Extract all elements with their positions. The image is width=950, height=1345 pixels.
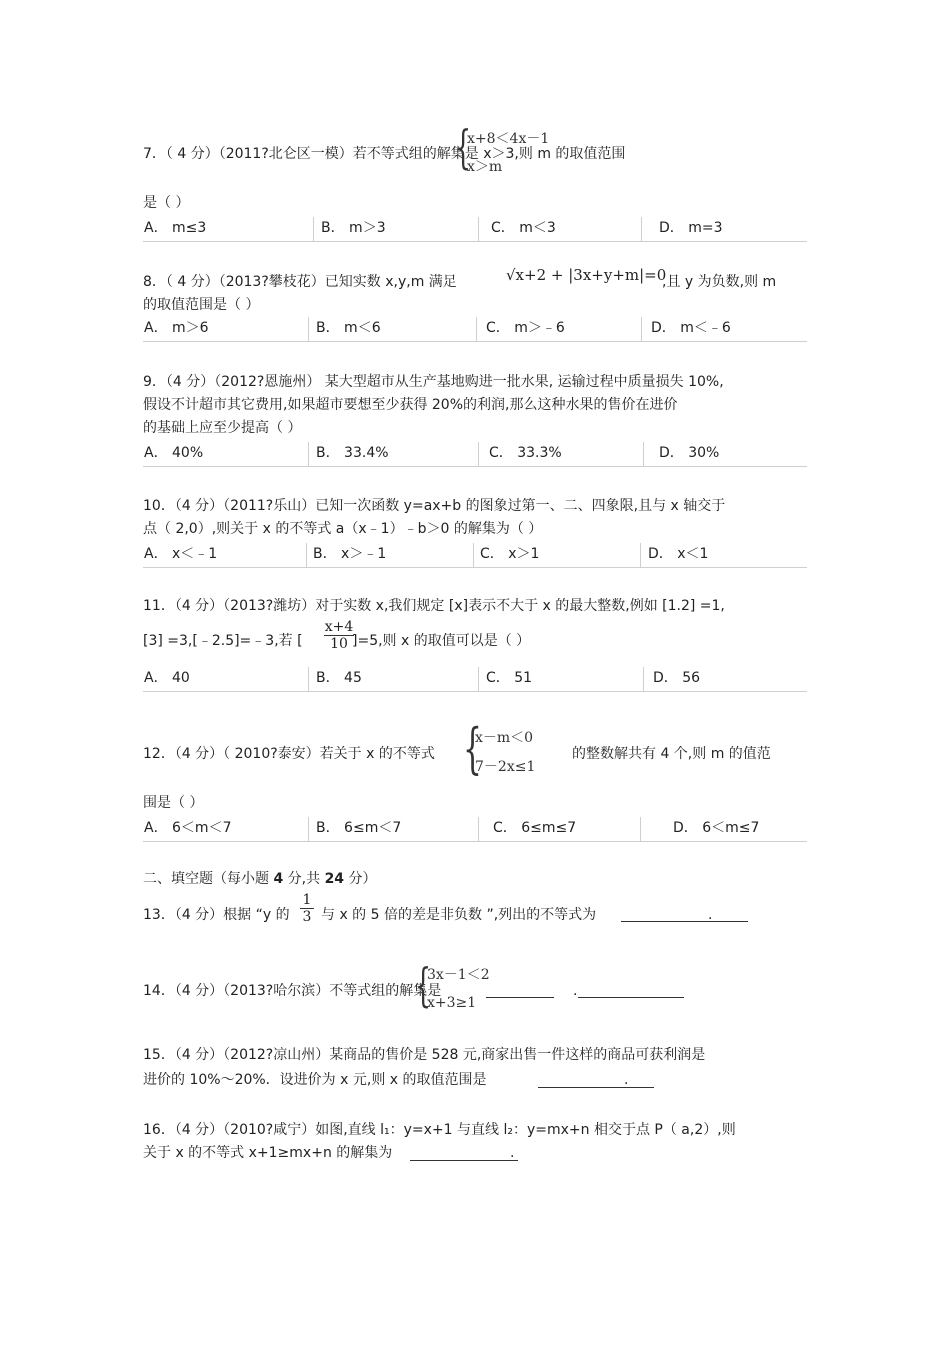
q7-brace: { [455, 120, 472, 174]
q14-answer-blank[interactable] [486, 997, 554, 998]
q9-option-c[interactable]: C． 33.3% [489, 445, 562, 461]
q12-system-line-2: 7－2x≤1 [475, 759, 536, 775]
q14-system-line-2: x+3≥1 [427, 995, 477, 1011]
q12-option-c[interactable]: C． 6≤m≤7 [493, 820, 577, 836]
q16-line-1: 16．（4 分）（2010?咸宁）如图,直线 l₁：y=x+1 与直线 l₂：y=mx+n 相交于点 P（ a,2）,则 [143, 1122, 736, 1138]
q10-line-1: 10．（4 分）（2011?乐山）已知一次函数 y=ax+b 的图象过第一、二、四象限,且与 x 轴交于 [143, 498, 726, 514]
q11-options [143, 667, 807, 692]
q9-line-2: 假设不计超市其它费用,如果超市要想至少获得 20%的利润,那么这种水果的售价在进价 [143, 397, 678, 413]
q9-option-b[interactable]: B． 33.4% [316, 445, 389, 461]
q7-system-line-2: x＞m [467, 159, 503, 175]
q12-options [143, 817, 807, 842]
q13-part-b: 与 x 的 5 倍的差是非负数 ”,列出的不等式为 [321, 907, 597, 923]
q12-brace: { [463, 717, 482, 780]
q8-option-c[interactable]: C． m＞﹣6 [486, 320, 565, 336]
q15-answer-blank[interactable] [538, 1087, 654, 1088]
q10-option-d[interactable]: D． x＜1 [648, 546, 709, 562]
q11-option-c[interactable]: C． 51 [486, 670, 533, 686]
q11-option-b[interactable]: B． 45 [316, 670, 362, 686]
q16-answer-blank[interactable] [410, 1160, 518, 1161]
q8-option-a[interactable]: A． m＞6 [144, 320, 209, 336]
q7-option-c[interactable]: C． m＜3 [491, 220, 556, 236]
q15-line-2: 进价的 10%～20%．设进价为 x 元,则 x 的取值范围是 [143, 1072, 487, 1088]
q16-line-2: 关于 x 的不等式 x+1≥mx+n 的解集为 [143, 1145, 393, 1161]
q14-answer-underline [578, 997, 684, 998]
q12-stem-continued: 围是（ ） [143, 795, 204, 811]
q9-line-3: 的基础上应至少提高（ ） [143, 420, 302, 436]
q7-options [143, 217, 807, 242]
q11-fraction-numerator: x+4 [324, 619, 354, 635]
q11-line-1: 11．（4 分）（2013?潍坊）对于实数 x,我们规定 [x]表示不大于 x 的最大整数,例如 [1.2] =1, [143, 598, 725, 614]
q8-expression: √x+2 + |3x+y+m|=0 [506, 266, 667, 284]
q8-stem: 8．（ 4 分）（2013?攀枝花）已知实数 x,y,m 满足 [143, 274, 457, 290]
q9-option-a[interactable]: A． 40% [144, 445, 204, 461]
q8-option-b[interactable]: B． m＜6 [316, 320, 381, 336]
q11-line-2b: ]=5,则 x 的取值可以是（ ） [352, 633, 531, 649]
q15-line-1: 15．（4 分）（2012?凉山州）某商品的售价是 528 元,商家出售一件这样的商品可获利润是 [143, 1047, 706, 1063]
q13-period: . [708, 907, 713, 923]
q7-option-a[interactable]: A． m≤3 [144, 220, 207, 236]
q14-brace: { [415, 958, 432, 1012]
q11-fraction-denominator: 10 [330, 636, 348, 652]
section-2-title-a: 二、填空题（每小题 [143, 871, 269, 887]
q11-option-d[interactable]: D． 56 [653, 670, 701, 686]
q12-stem: 12．（4 分）（ 2010?泰安）若关于 x 的不等式 [143, 746, 435, 762]
section-2-title-d: 24 [324, 871, 345, 887]
q11-fraction [324, 619, 354, 652]
section-2-title-e: 分） [348, 871, 377, 887]
section-2-title [143, 869, 377, 889]
q12-stem-end: 的整数解共有 4 个,则 m 的值范 [572, 746, 771, 762]
q10-option-a[interactable]: A． x＜﹣1 [144, 546, 218, 562]
q11-line-2a: [3] =3,[﹣2.5]=﹣3,若 [ [143, 633, 303, 649]
q8-option-d[interactable]: D． m＜﹣6 [651, 320, 731, 336]
q9-options [143, 442, 807, 467]
q10-options [143, 543, 807, 568]
q7-option-b[interactable]: B． m＞3 [321, 220, 386, 236]
q9-line-1: 9．（4 分）（2012?恩施州） 某大型超市从生产基地购进一批水果, 运输过程中质量损失 10%, [143, 374, 724, 390]
q11-option-a[interactable]: A． 40 [144, 670, 190, 686]
q10-option-b[interactable]: B． x＞﹣1 [313, 546, 387, 562]
q8-options [143, 317, 807, 342]
q13-answer-blank[interactable] [621, 921, 748, 922]
q7-stem-continued: 是（ ） [143, 195, 190, 211]
q7-system-line-1: x+8＜4x－1 [467, 131, 550, 147]
q7-option-d[interactable]: D． m=3 [659, 220, 723, 236]
q8-stem-continued: 的取值范围是（ ） [143, 297, 260, 313]
q14-period: . [573, 983, 578, 999]
q9-option-d[interactable]: D． 30% [659, 445, 720, 461]
section-2-title-c: 分,共 [287, 871, 321, 887]
q16-period: . [510, 1145, 515, 1161]
q13-fraction-denominator: 3 [302, 909, 312, 925]
q12-system-line-1: x－m＜0 [475, 730, 534, 746]
q13-fraction [300, 892, 314, 925]
q12-option-a[interactable]: A． 6＜m＜7 [144, 820, 232, 836]
q10-option-c[interactable]: C． x＞1 [480, 546, 540, 562]
q14-system-line-1: 3x－1＜2 [427, 967, 490, 983]
q10-line-2: 点（ 2,0）,则关于 x 的不等式 a（x﹣1）﹣b＞0 的解集为（ ） [143, 521, 543, 537]
section-2-title-b: 4 [273, 871, 284, 887]
q8-stem-end: ,且 y 为负数,则 m [662, 274, 777, 290]
q15-period: . [624, 1072, 629, 1088]
q12-option-b[interactable]: B． 6≤m＜7 [316, 820, 402, 836]
q12-option-d[interactable]: D． 6＜m≤7 [673, 820, 760, 836]
q14-part-a: 14．（4 分）（2013?哈尔滨）不等式组的解集是 [143, 983, 442, 999]
q13-part-a: 13．（4 分）根据 “y 的 [143, 907, 290, 923]
q7-stem: 7．（ 4 分）（2011?北仑区一模）若不等式组的解集是 x＞3,则 m 的取值范围 [143, 146, 626, 162]
q13-fraction-numerator: 1 [302, 892, 312, 908]
